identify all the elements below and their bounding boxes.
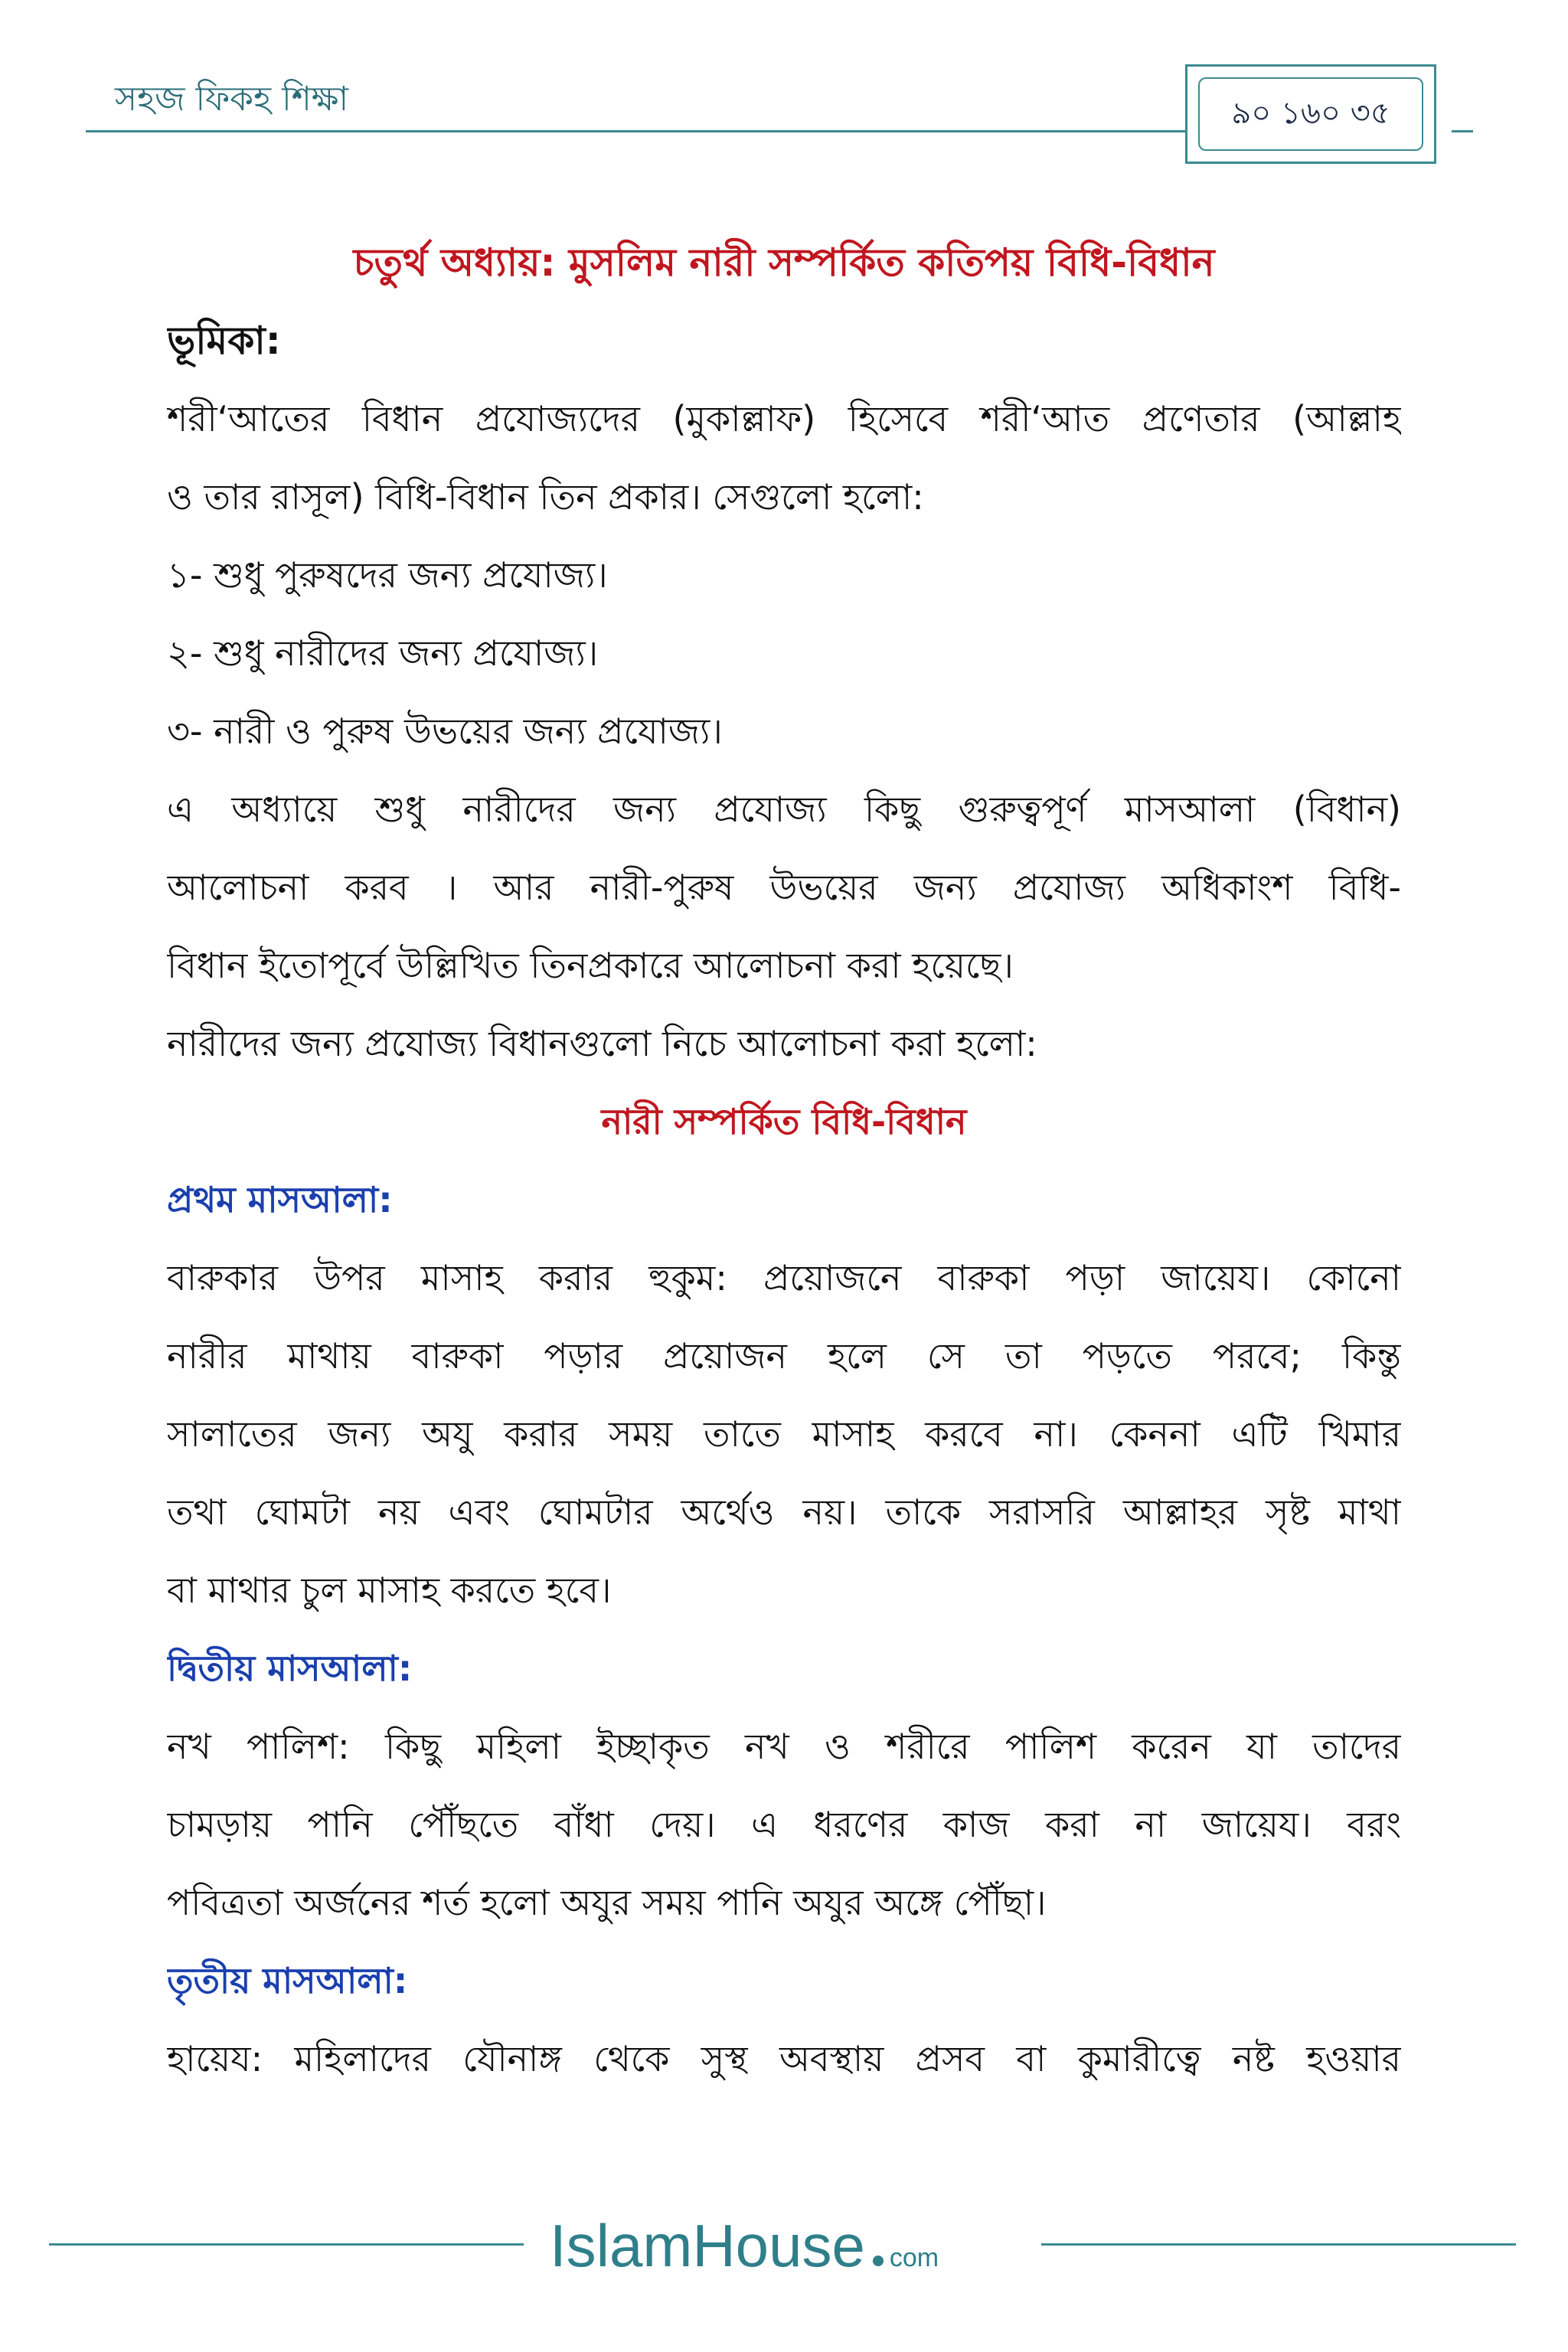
footer-logo [550,2211,939,2280]
paragraph-line: শরী‘আতের বিধান প্রযোজ্যদের (মুকাল্লাফ) হিসেবে শরী‘আত প্রণেতার (আল্লাহ [167,398,1401,439]
logo-dot-icon [873,2256,884,2266]
list-item: ১- শুধু পুরুষদের জন্য প্রযোজ্য। [167,554,608,596]
page-number-box [1185,64,1436,164]
paragraph-line: বা মাথার চুল মাসাহ করতে হবে। [167,1570,612,1611]
issue-heading: তৃতীয় মাসআলা: [167,1960,408,2001]
issue-heading: দ্বিতীয় মাসআলা: [167,1648,413,1689]
section-title: নারী সম্পর্কিত বিধি-বিধান [601,1101,967,1142]
paragraph-line: নারীদের জন্য প্রযোজ্য বিধানগুলো নিচে আলোচনা করা হলো: [167,1023,1037,1064]
paragraph-line: এ অধ্যায়ে শুধু নারীদের জন্য প্রযোজ্য কিছু গুরুত্বপূর্ণ মাসআলা (বিধান) [167,789,1401,830]
intro-heading: ভূমিকা: [167,318,281,363]
paragraph-line: নখ পালিশ: কিছু মহিলা ইচ্ছাকৃত নখ ও শরীরে পালিশ করেন যা তাদের [167,1726,1401,1767]
list-item: ৩- নারী ও পুরুষ উভয়ের জন্য প্রযোজ্য। [167,710,723,752]
paragraph-line: চামড়ায় পানি পৌঁছতে বাঁধা দেয়। এ ধরণের কাজ করা না জায়েয। বরং [167,1804,1401,1845]
page-number: ৯০ ১৬০ ৩৫ [1198,77,1423,151]
issue-heading: প্রথম মাসআলা: [167,1179,393,1220]
paragraph-line: ও তার রাসূল) বিধি-বিধান তিন প্রকার। সেগুলো হলো: [167,476,924,518]
header-rule [86,130,1188,132]
running-header-title: সহজ ফিকহ শিক্ষা [115,80,349,119]
footer-rule-right [1041,2243,1516,2246]
paragraph-line: নারীর মাথায় বারুকা পড়ার প্রয়োজন হলে সে তা পড়তে পরবে; কিন্তু [167,1335,1401,1377]
paragraph-line: হায়েয: মহিলাদের যৌনাঙ্গ থেকে সুস্থ অবস্থায় প্রসব বা কুমারীত্বে নষ্ট হওয়ার [167,2038,1401,2079]
logo-suffix: com [889,2243,939,2272]
page-content [167,224,1401,2098]
paragraph-line: সালাতের জন্য অযু করার সময় তাতে মাসাহ করবে না। কেননা এটি খিমার [167,1413,1401,1455]
list-item: ২- শুধু নারীদের জন্য প্রযোজ্য। [167,632,599,674]
paragraph-line: বারুকার উপর মাসাহ করার হুকুম: প্রয়োজনে বারুকা পড়া জায়েয। কোনো [167,1257,1401,1298]
header-rule-tail [1452,130,1473,132]
paragraph-line: আলোচনা করব । আর নারী-পুরুষ উভয়ের জন্য প্রযোজ্য অধিকাংশ বিধি- [167,867,1401,908]
paragraph-line: বিধান ইতোপূর্বে উল্লিখিত তিনপ্রকারে আলোচনা করা হয়েছে। [167,945,1014,986]
chapter-title: চতুর্থ অধ্যায়: মুসলিম নারী সম্পর্কিত কতিপয় বিধি-বিধান [353,240,1215,285]
logo-text: IslamHouse [550,2212,865,2279]
paragraph-line: পবিত্রতা অর্জনের শর্ত হলো অযুর সময় পানি অযুর অঙ্গে পৌঁছা। [167,1882,1047,1923]
footer-rule-left [49,2243,524,2246]
paragraph-line: তথা ঘোমটা নয় এবং ঘোমটার অর্থেও নয়। তাকে সরাসরি আল্লাহর সৃষ্ট মাথা [167,1491,1401,1533]
